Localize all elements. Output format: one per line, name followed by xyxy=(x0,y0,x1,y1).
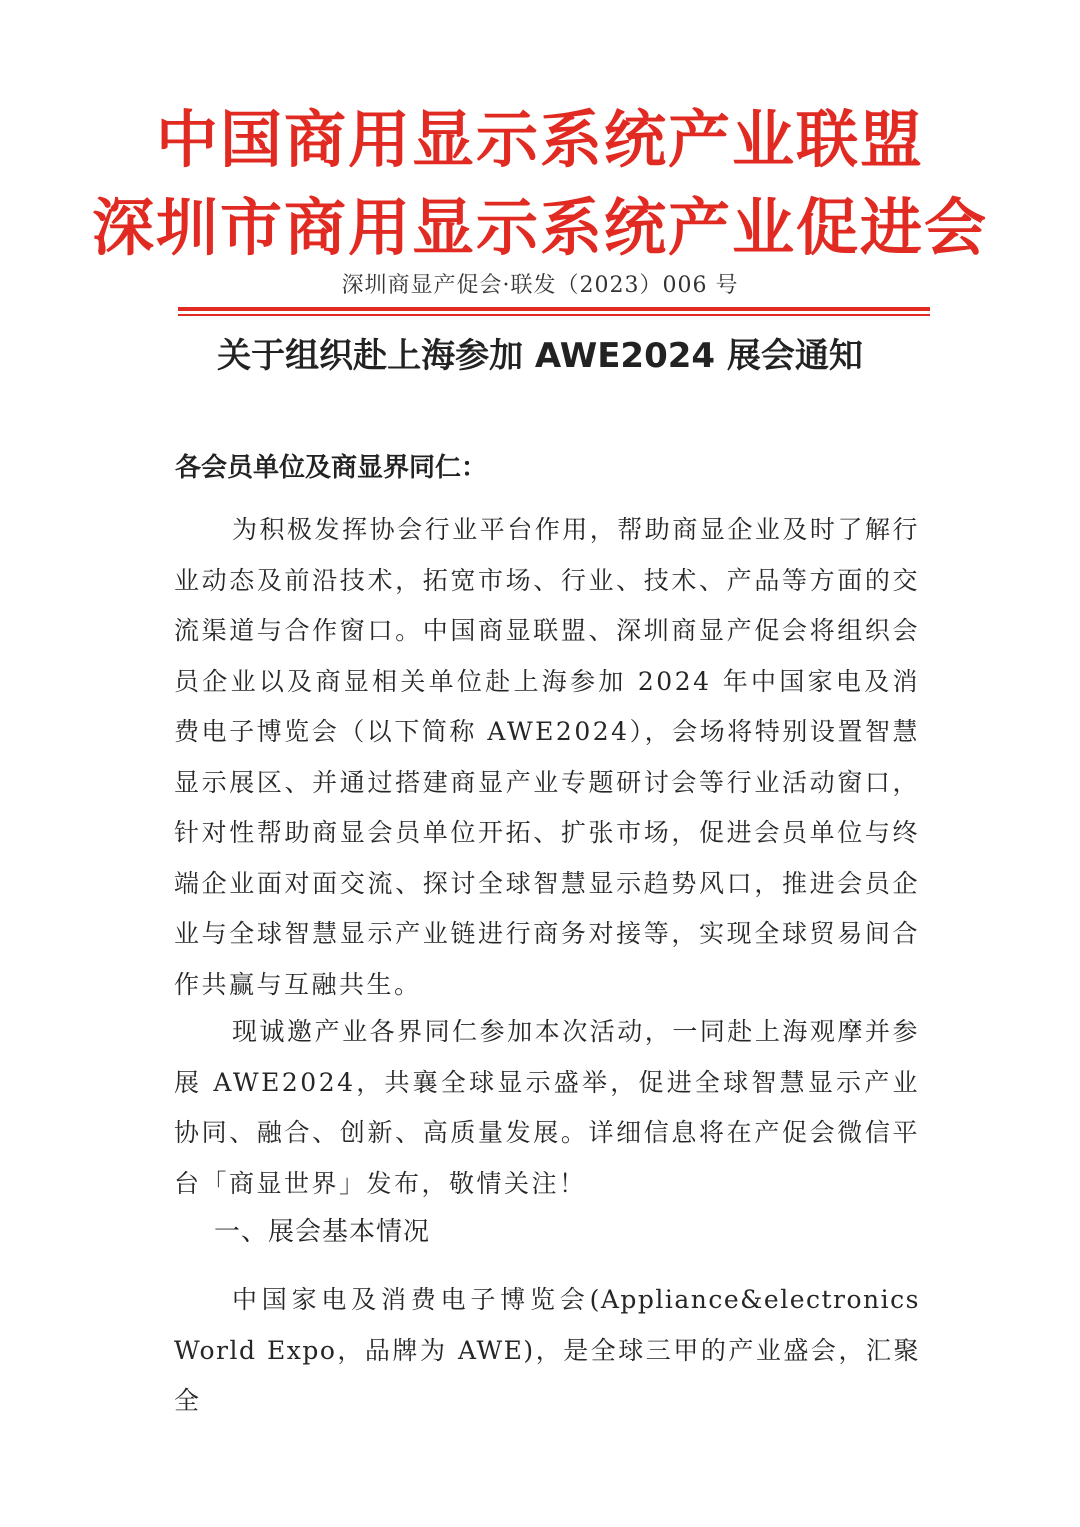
document-number: 深圳商显产促会·联发（2023）006 号 xyxy=(341,273,739,298)
section-heading: 一、展会基本情况 xyxy=(214,1217,431,1247)
body-paragraph-1: 为积极发挥协会行业平台作用，帮助商显企业及时了解行业动态及前沿技术，拓宽市场、行业、技术、产品等方面的交流渠道与合作窗口。中国商显联盟、深圳商显产促会将组织会员企业以及商显相关单位赴上海参加 2024 年中国家电及消费电子博览会（以下简称 AWE2024），会场将特别设置智慧显示展区、并通过搭建商显产业专题研讨会等行业活动窗口，针对性帮助商显会员单位开拓、扩张市场，促进会员单位与终端企业面对面交流、探讨全球智慧显示趋势风口，推进会员企业与全球智慧显示产业链进行商务对接等，实现全球贸易间合作共赢与互融共生。 xyxy=(174,515,920,999)
header-divider-thick xyxy=(178,307,930,311)
org-name-alliance: 中国商用显示系统产业联盟 xyxy=(155,103,924,176)
org-name-association: 深圳市商用显示系统产业促进会 xyxy=(91,191,988,264)
body-paragraph-3: 中国家电及消费电子博览会(Appliance&electronics World Expo，品牌为 AWE)，是全球三甲的产业盛会，汇聚全 xyxy=(174,1285,920,1415)
body-paragraph-2: 现诚邀产业各界同仁参加本次活动，一同赴上海观摩并参展 AWE2024，共襄全球显示盛举，促进全球智慧显示产业协同、融合、创新、高质量发展。详细信息将在产促会微信平台「商显世界」发布，敬情关注！ xyxy=(174,1017,920,1198)
header-divider-thin xyxy=(178,314,930,316)
notice-title: 关于组织赴上海参加 AWE2024 展会通知 xyxy=(217,336,863,376)
salutation: 各会员单位及商显界同仁： xyxy=(175,453,488,483)
